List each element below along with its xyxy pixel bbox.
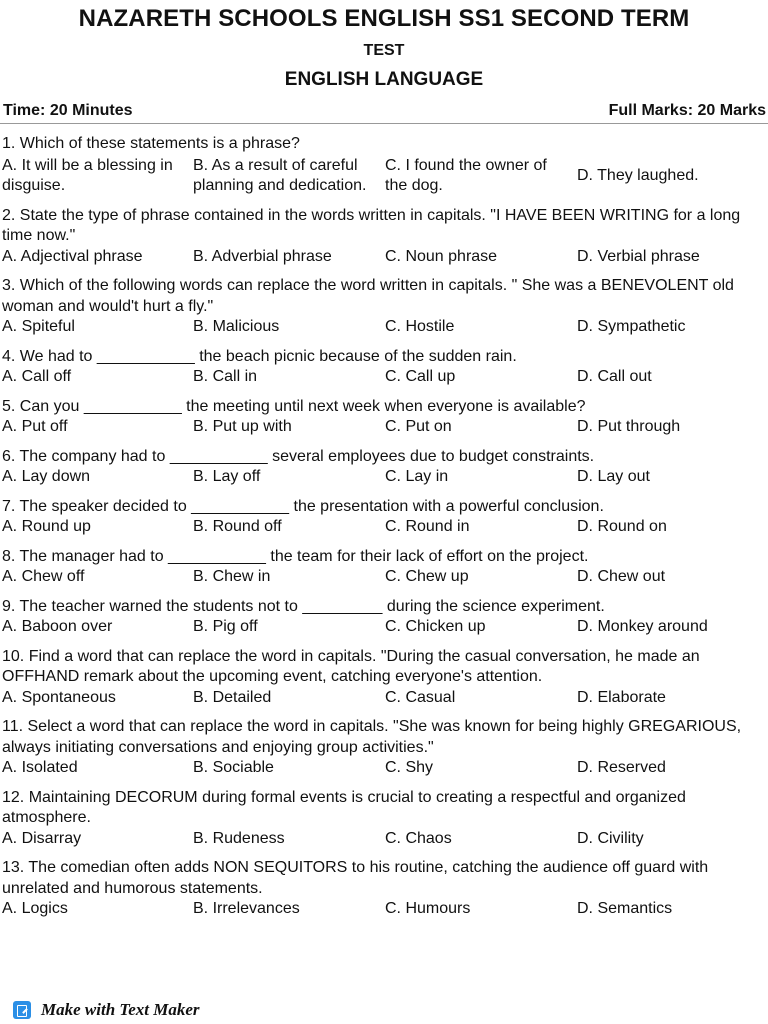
option-b: B. Sociable	[193, 759, 274, 776]
question-2	[2, 206, 766, 268]
question-6	[2, 447, 766, 488]
option-c: C. Lay in	[385, 468, 449, 485]
option-d: D. Call out	[577, 368, 652, 385]
question-text: 12. Maintaining DECORUM during formal events is crucial to creating a respectful and organized atmosphere.	[2, 788, 686, 826]
options-row	[2, 367, 766, 388]
question-9	[2, 597, 766, 638]
question-text: 7. The speaker decided to ___________ the presentation with a powerful conclusion.	[2, 497, 604, 515]
question-13	[2, 858, 766, 920]
question-12	[2, 788, 766, 850]
option-b: B. Rudeness	[193, 829, 285, 847]
question-text: 1. Which of these statements is a phrase?	[2, 135, 300, 152]
exam-meta	[0, 99, 768, 123]
option-d: D. Round on	[577, 518, 667, 535]
options-row	[2, 688, 766, 709]
option-b: B. Pig off	[193, 618, 258, 635]
question-text: 2. State the type of phrase contained in the words written in capitals. "I HAVE BEEN WRITING for a long time now."	[2, 206, 741, 244]
options-row	[2, 829, 766, 850]
option-d: D. Civility	[577, 829, 644, 847]
option-b: B. Call in	[193, 368, 258, 385]
option-a: A. Call off	[2, 368, 72, 385]
option-a: A. Spiteful	[2, 318, 75, 335]
question-text: 10. Find a word that can replace the word in capitals. "During the casual conversation, he made an OFFHAND remark about the upcoming event, catching everyone's attention.	[2, 647, 700, 685]
question-text: 3. Which of the following words can replace the word written in capitals. " She was a BENEVOLENT old woman and would't hurt a fly."	[2, 277, 734, 315]
option-c: C. Call up	[385, 368, 456, 385]
option-b: B. Irrelevances	[193, 900, 300, 917]
question-3	[2, 276, 766, 338]
option-a: A. Adjectival phrase	[2, 247, 143, 265]
options-row	[2, 317, 766, 338]
option-c: C. Chicken up	[385, 618, 486, 635]
option-c: C. Put on	[385, 418, 452, 435]
option-d: D. Lay out	[577, 468, 650, 485]
document-subtitle: TEST	[363, 42, 405, 59]
header-divider	[0, 123, 768, 124]
option-c: C. Round in	[385, 518, 470, 535]
full-marks: Full Marks: 20 Marks	[608, 102, 766, 119]
question-text: 6. The company had to ___________ several employees due to budget constraints.	[2, 447, 595, 465]
option-b: B. Put up with	[193, 418, 292, 435]
option-a: A. It will be a blessing in disguise.	[2, 156, 173, 194]
option-c: C. Hostile	[385, 318, 455, 335]
watermark-label: Make with Text Maker	[41, 1000, 200, 1019]
option-a: A. Chew off	[2, 568, 85, 585]
question-text: 13. The comedian often adds NON SEQUITORS to his routine, catching the audience off guard with unrelated and humorous statements.	[2, 859, 709, 897]
document-title: NAZARETH SCHOOLS ENGLISH SS1 SECOND TERM	[78, 5, 690, 32]
option-a: A. Isolated	[2, 759, 78, 776]
question-11	[2, 717, 766, 779]
question-4	[2, 347, 766, 388]
option-a: A. Put off	[2, 418, 68, 435]
options-row	[2, 567, 766, 588]
options-row	[2, 467, 766, 488]
option-d: D. Reserved	[577, 759, 666, 776]
question-5	[2, 397, 766, 438]
text-maker-icon	[13, 1001, 31, 1019]
option-d: D. Elaborate	[577, 688, 666, 706]
option-c: C. I found the owner of the dog.	[385, 156, 547, 194]
option-c: C. Shy	[385, 759, 434, 776]
option-d: D. Semantics	[577, 900, 673, 917]
document-header	[0, 0, 768, 95]
question-text: 4. We had to ___________ the beach picnic because of the sudden rain.	[2, 347, 517, 365]
question-8	[2, 547, 766, 588]
option-b: B. Malicious	[193, 318, 280, 335]
option-a: A. Spontaneous	[2, 688, 116, 706]
time-allowed: Time: 20 Minutes	[3, 102, 133, 119]
question-text: 9. The teacher warned the students not to _________ during the science experiment.	[2, 597, 605, 615]
option-a: A. Baboon over	[2, 618, 113, 635]
options-row	[2, 517, 766, 538]
option-c: C. Chew up	[385, 568, 469, 585]
question-1	[2, 134, 766, 197]
option-d: D. They laughed.	[577, 166, 699, 184]
question-text: 11. Select a word that can replace the word in capitals. "She was known for being highly GREGARIOUS, always initiating conversations and enjoying group activities."	[2, 718, 742, 756]
option-d: D. Verbial phrase	[577, 247, 700, 265]
options-row	[2, 617, 766, 638]
options-row	[2, 899, 766, 920]
question-list	[0, 134, 768, 920]
option-b: B. Detailed	[193, 688, 272, 706]
watermark-footer	[13, 1000, 200, 1020]
question-text: 8. The manager had to ___________ the team for their lack of effort on the project.	[2, 547, 589, 565]
options-row	[2, 156, 766, 197]
option-a: A. Lay down	[2, 468, 91, 485]
options-row	[2, 758, 766, 779]
option-b: B. Round off	[193, 518, 282, 535]
option-b: B. Adverbial phrase	[193, 247, 332, 265]
options-row	[2, 417, 766, 438]
option-b: B. As a result of careful planning and dedication.	[193, 156, 367, 194]
option-d: D. Monkey around	[577, 618, 708, 635]
option-d: D. Sympathetic	[577, 318, 686, 335]
option-d: D. Chew out	[577, 568, 666, 585]
option-c: C. Noun phrase	[385, 247, 498, 265]
option-c: C. Casual	[385, 688, 456, 706]
option-a: A. Logics	[2, 900, 68, 917]
options-row	[2, 247, 766, 268]
option-a: A. Disarray	[2, 829, 82, 847]
question-text: 5. Can you ___________ the meeting until next week when everyone is available?	[2, 397, 586, 415]
option-b: B. Chew in	[193, 568, 271, 585]
option-a: A. Round up	[2, 518, 91, 535]
question-7	[2, 497, 766, 538]
question-10	[2, 647, 766, 709]
option-c: C. Humours	[385, 900, 471, 917]
option-b: B. Lay off	[193, 468, 261, 485]
option-d: D. Put through	[577, 418, 681, 435]
subject-title: ENGLISH LANGUAGE	[284, 69, 484, 90]
option-c: C. Chaos	[385, 829, 452, 847]
